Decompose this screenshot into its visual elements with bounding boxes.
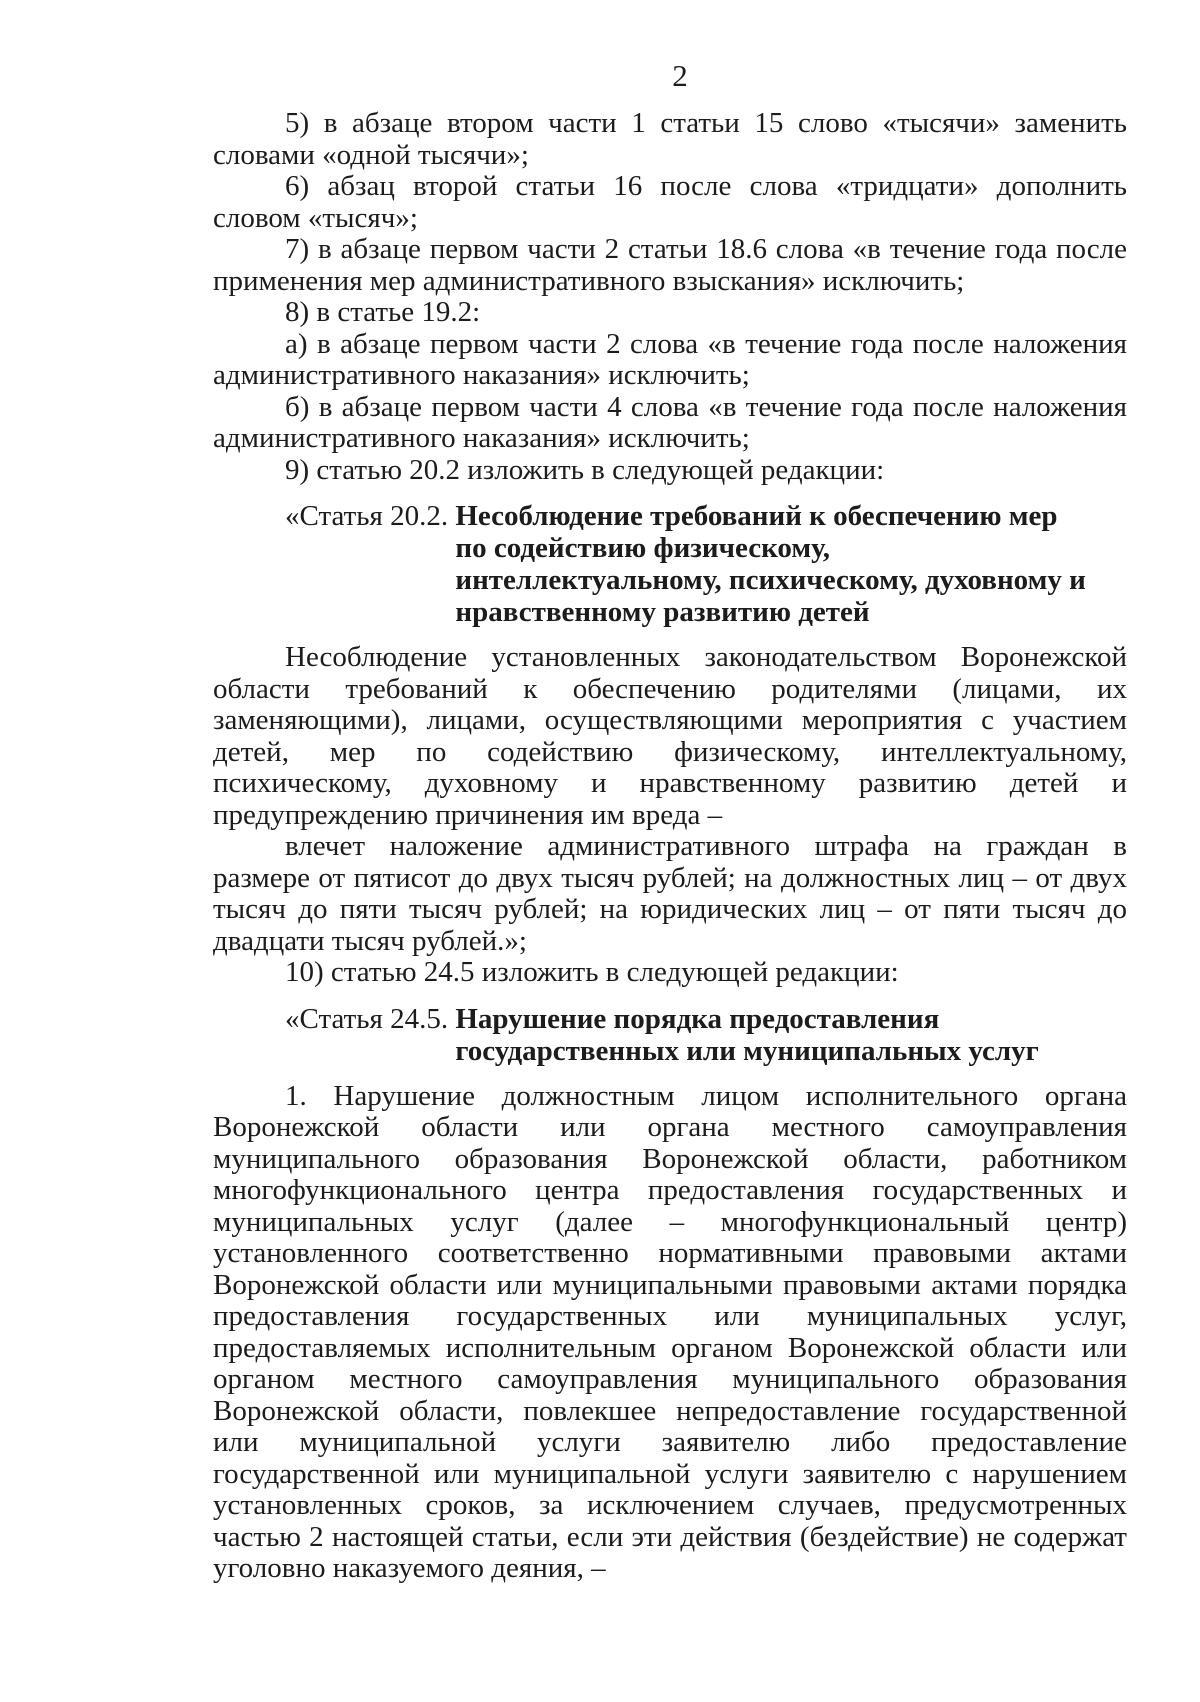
article-20-2-sanction: влечет наложение административного штрафа на граждан в размере от пятисот до двух тысяч рублей; на должностных лиц – от двух тысяч до пяти тысяч рублей; на юридических лиц – от пяти тысяч до двадцати тысяч рублей.»; (213, 830, 1127, 957)
list-item-8b: б) в абзаце первом части 4 слова «в течение года после наложения административного наказания» исключить; (213, 390, 1127, 454)
list-item-9: 9) статью 20.2 изложить в следующей редакции: (285, 453, 885, 486)
list-item-7: 7) в абзаце первом части 2 статьи 18.6 слова «в течение года после применения мер административного взыскания» исключить; (213, 233, 1127, 297)
list-item-6: 6) абзац второй статьи 16 после слова «тридцати» дополнить словом «тысяч»; (213, 170, 1127, 234)
article-24-5-title: Нарушение порядка предоставления государственных или муниципальных услуг (455, 1002, 1039, 1067)
article-20-2-title: Несоблюдение требований к обеспечению мер по содействию физическому, интеллектуальному, психическому, духовному и нравственному развитию детей (455, 500, 1086, 628)
article-20-2-label: «Статья 20.2. (285, 500, 456, 532)
list-item-8a: а) в абзаце первом части 2 слова «в течение года после наложения административного наказания» исключить; (213, 327, 1127, 391)
document-body (213, 108, 1127, 1585)
article-24-5-label: «Статья 24.5. (285, 1002, 456, 1035)
article-20-2-disposition: Несоблюдение установленных законодательством Воронежской области требований к обеспечению родителями (лицами, их заменяющими), лицами, осуществляющими мероприятия с участием детей, мер по содействию физическому, интеллектуальному, психическому, духовному и нравственному развитию детей и предупреждению причинения им вреда – (213, 641, 1127, 831)
list-item-8: 8) в статье 19.2: (285, 296, 481, 328)
list-item-5: 5) в абзаце втором части 1 статьи 15 слово «тысячи» заменить словами «одной тысячи»; (213, 107, 1127, 171)
article-20-2-heading (285, 500, 1127, 628)
article-24-5-heading (285, 1003, 1127, 1067)
article-24-5-part-1: 1. Нарушение должностным лицом исполнительного органа Воронежской области или органа местного самоуправления муниципального образования Воронежской области, работником многофункционального центра предоставления государственных и муниципальных услуг (далее – многофункциональный центр) установленного соответственно нормативными правовыми актами Воронежской области или муниципальными правовыми актами порядка предоставления государственных или муниципальных услуг, предоставляемых исполнительным органом Воронежской области или органом местного самоуправления муниципального образования Воронежской области, повлекшее непредоставление государственной или муниципальной услуги заявителю либо предоставление государственной или муниципальной услуги заявителю с нарушением установленных сроков, за исключением случаев, предусмотренных частью 2 настоящей статьи, если эти действия (бездействие) не содержат уголовно наказуемого деяния, – (213, 1079, 1127, 1584)
page-number: 2 (672, 58, 688, 93)
list-item-10: 10) статью 24.5 изложить в следующей редакции: (285, 956, 899, 988)
